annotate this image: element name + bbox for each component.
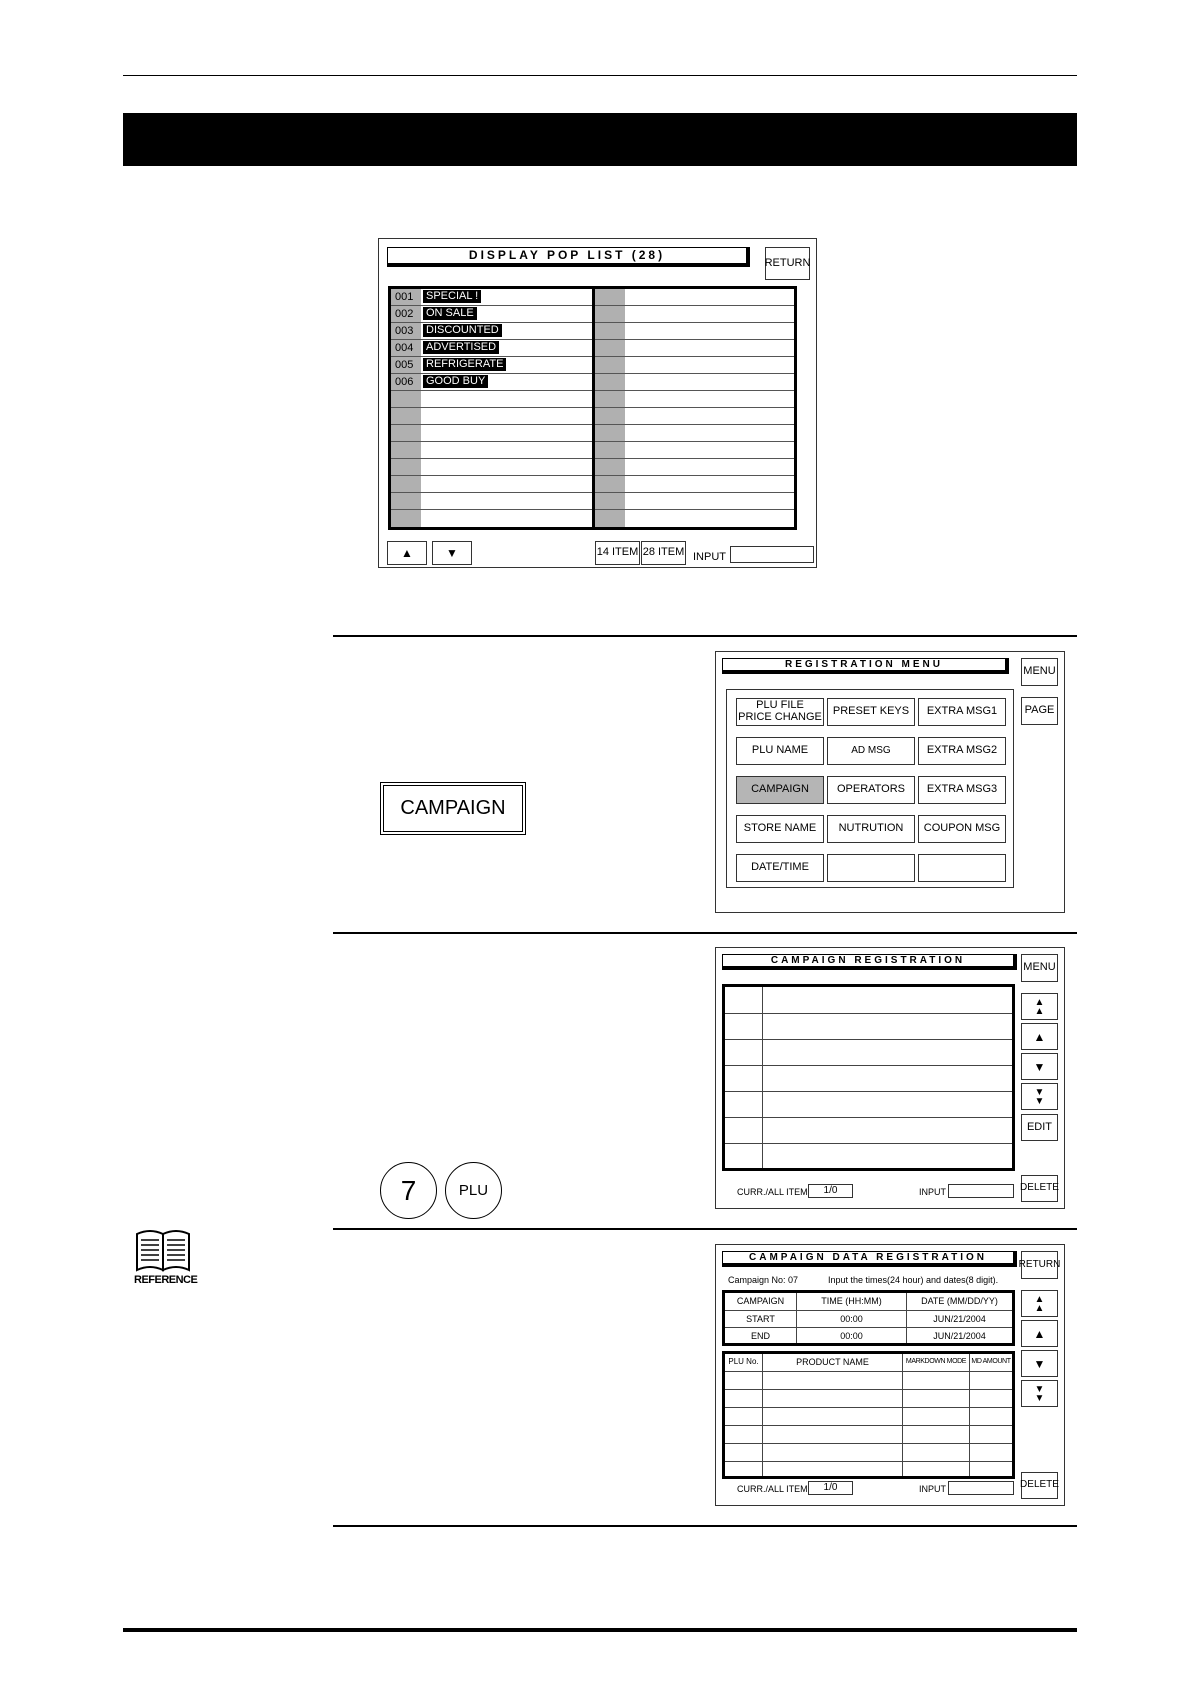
- list-item[interactable]: [391, 408, 592, 425]
- extra-msg2-button[interactable]: EXTRA MSG2: [918, 737, 1006, 765]
- list-item[interactable]: [595, 476, 794, 493]
- list-item[interactable]: [595, 289, 794, 306]
- campaign-registration-screen: [715, 947, 1065, 1209]
- campaign-registration-title: CAMPAIGN REGISTRATION: [722, 954, 1017, 970]
- pop-number: [595, 374, 625, 390]
- pop-list-title: DISPLAY POP LIST (28): [387, 247, 750, 267]
- reference-label: REFERENCE: [134, 1274, 198, 1286]
- list-item[interactable]: [595, 391, 794, 408]
- input-field[interactable]: [948, 1184, 1014, 1198]
- end-time[interactable]: 00:00: [840, 1331, 863, 1341]
- step-divider: [333, 635, 1077, 637]
- scroll-down-button[interactable]: ▼: [432, 541, 472, 565]
- nutrition-button[interactable]: NUTRUTION: [827, 815, 915, 843]
- pop-name: GOOD BUY: [423, 375, 488, 388]
- list-item[interactable]: [595, 425, 794, 442]
- pop-column-left: [391, 289, 595, 527]
- scroll-down-button[interactable]: ▼: [1021, 1053, 1058, 1080]
- pop-number: [391, 459, 421, 475]
- row-divider: [725, 1327, 1012, 1328]
- plu-file-price-change-button[interactable]: [736, 698, 824, 726]
- pop-number: 006: [391, 374, 421, 390]
- pop-number: [595, 323, 625, 339]
- row-divider: [725, 1389, 1012, 1390]
- end-date[interactable]: JUN/21/2004: [933, 1331, 986, 1341]
- plu-name-button[interactable]: PLU NAME: [736, 737, 824, 765]
- pop-name: ON SALE: [423, 307, 477, 320]
- plu-file-line1: PLU FILE: [756, 699, 804, 712]
- top-arrow-icon: ▲: [1034, 996, 1045, 1008]
- pop-number: [595, 425, 625, 441]
- campaign-time-table: [722, 1290, 1015, 1346]
- header-campaign: CAMPAIGN: [736, 1296, 785, 1306]
- step-divider: [333, 1228, 1077, 1230]
- return-button[interactable]: RETURN: [1021, 1251, 1058, 1279]
- input-field[interactable]: [948, 1481, 1014, 1495]
- pop-list-table: [388, 286, 797, 530]
- curr-all-field: 1/0: [808, 1481, 853, 1495]
- campaign-button[interactable]: CAMPAIGN: [736, 776, 824, 804]
- plu-file-line2: PRICE CHANGE: [738, 711, 822, 723]
- pop-number: 002: [391, 306, 421, 322]
- list-item[interactable]: [391, 340, 592, 357]
- row-divider: [725, 1091, 1012, 1092]
- step-divider: [333, 1525, 1077, 1527]
- pop-column-right: [595, 289, 794, 527]
- campaign-data-screen: [715, 1244, 1065, 1506]
- pop-number: [595, 289, 625, 305]
- pop-name: SPECIAL !: [423, 290, 481, 303]
- pop-number: [595, 459, 625, 475]
- pop-number: [595, 493, 625, 509]
- row-divider: [725, 1013, 1012, 1014]
- empty-menu-button[interactable]: [918, 854, 1006, 882]
- list-item[interactable]: [595, 340, 794, 357]
- column-divider: [902, 1354, 903, 1476]
- pop-number: [595, 357, 625, 373]
- top-arrow-icon: ▲: [1034, 1293, 1045, 1305]
- input-label: INPUT: [919, 1484, 946, 1494]
- pop-number: [391, 408, 421, 424]
- pop-number: 005: [391, 357, 421, 373]
- extra-msg1-button[interactable]: EXTRA MSG1: [918, 698, 1006, 726]
- header-markdown-mode: MARKDOWN MODE: [905, 1358, 967, 1365]
- scroll-up-button[interactable]: ▲: [1021, 1023, 1058, 1050]
- row-divider: [725, 1310, 1012, 1311]
- header-product-name: PRODUCT NAME: [796, 1357, 869, 1367]
- section-header-bar: [123, 113, 1077, 166]
- input-label: INPUT: [919, 1187, 946, 1197]
- key-plu-label: PLU: [458, 1182, 489, 1199]
- input-field[interactable]: [730, 546, 814, 563]
- page-top-button[interactable]: [1021, 993, 1058, 1020]
- row-divider: [725, 1371, 1012, 1372]
- pop-name: ADVERTISED: [423, 341, 499, 354]
- list-item[interactable]: [595, 510, 794, 527]
- bottom-rule: [123, 1628, 1077, 1632]
- instruction-text: Input the times(24 hour) and dates(8 digit).: [828, 1275, 999, 1285]
- top-arrow-icon: ▲: [1034, 1302, 1045, 1314]
- scroll-up-button[interactable]: ▲: [387, 541, 427, 565]
- row-divider: [725, 1143, 1012, 1144]
- start-label: START: [746, 1314, 775, 1324]
- scroll-down-button[interactable]: ▼: [1021, 1350, 1058, 1377]
- key-7-label: 7: [400, 1174, 417, 1206]
- plu-table: [722, 1351, 1015, 1479]
- store-name-button[interactable]: STORE NAME: [736, 815, 824, 843]
- list-item[interactable]: [391, 425, 592, 442]
- header-plu-no: PLU No.: [728, 1357, 759, 1366]
- registration-menu-screen: [715, 651, 1065, 913]
- ad-msg-button[interactable]: AD MSG: [827, 737, 915, 765]
- column-divider: [762, 1354, 763, 1476]
- curr-all-label: CURR./ALL ITEM: [737, 1484, 808, 1494]
- header-time: TIME (HH:MM): [821, 1296, 882, 1306]
- scroll-up-button[interactable]: ▲: [1021, 1320, 1058, 1347]
- operators-button[interactable]: OPERATORS: [827, 776, 915, 804]
- pop-list-screen: [378, 238, 817, 568]
- pop-number: [391, 442, 421, 458]
- menu-button[interactable]: MENU: [1021, 954, 1058, 982]
- top-arrow-icon: ▲: [1034, 1005, 1045, 1017]
- reference-book-icon: [133, 1228, 193, 1272]
- edit-button[interactable]: EDIT: [1021, 1114, 1058, 1141]
- list-item[interactable]: [391, 476, 592, 493]
- delete-button[interactable]: DELETE: [1021, 1175, 1058, 1202]
- row-divider: [725, 1039, 1012, 1040]
- empty-menu-button[interactable]: [827, 854, 915, 882]
- step-divider: [333, 932, 1077, 934]
- row-divider: [725, 1461, 1012, 1462]
- bottom-arrow-icon: ▼: [1034, 1095, 1045, 1107]
- page-top-button[interactable]: [1021, 1290, 1058, 1317]
- top-rule: [123, 75, 1077, 76]
- bottom-arrow-icon: ▼: [1034, 1392, 1045, 1404]
- header-date: DATE (MM/DD/YY): [921, 1296, 998, 1306]
- start-time[interactable]: 00:00: [840, 1314, 863, 1324]
- pop-number: [595, 476, 625, 492]
- input-label: INPUT: [693, 551, 726, 563]
- pop-number: 001: [391, 289, 421, 305]
- pop-name: REFRIGERATE: [423, 358, 506, 371]
- list-item[interactable]: [595, 323, 794, 340]
- list-item[interactable]: [595, 357, 794, 374]
- return-button[interactable]: RETURN: [765, 247, 810, 280]
- row-divider: [725, 1117, 1012, 1118]
- pop-number: [391, 476, 421, 492]
- list-item[interactable]: [391, 442, 592, 459]
- curr-all-field: 1/0: [808, 1184, 853, 1198]
- list-item[interactable]: [391, 391, 592, 408]
- date-time-button[interactable]: DATE/TIME: [736, 854, 824, 882]
- coupon-msg-button[interactable]: COUPON MSG: [918, 815, 1006, 843]
- pop-number: [595, 391, 625, 407]
- pop-number: [595, 442, 625, 458]
- page-button[interactable]: PAGE: [1021, 697, 1058, 725]
- extra-msg3-button[interactable]: EXTRA MSG3: [918, 776, 1006, 804]
- key-plu[interactable]: [445, 1162, 502, 1219]
- header-md-amount: MD AMOUNT: [971, 1358, 1011, 1365]
- campaign-key-label: CAMPAIGN: [383, 785, 523, 832]
- column-divider: [969, 1354, 970, 1476]
- list-item[interactable]: [391, 289, 592, 306]
- pop-number: [595, 340, 625, 356]
- row-divider: [725, 1425, 1012, 1426]
- end-label: END: [750, 1331, 770, 1341]
- 14-item-button[interactable]: 14 ITEM: [595, 541, 640, 565]
- curr-all-label: CURR./ALL ITEM: [737, 1187, 808, 1197]
- pop-number: [595, 510, 625, 527]
- list-item[interactable]: [595, 493, 794, 510]
- list-item[interactable]: [595, 408, 794, 425]
- pop-number: [595, 408, 625, 424]
- key-7[interactable]: [380, 1162, 437, 1219]
- list-item[interactable]: [391, 357, 592, 374]
- list-item[interactable]: [595, 374, 794, 391]
- page-bottom-button[interactable]: [1021, 1083, 1058, 1110]
- list-item[interactable]: [391, 493, 592, 510]
- bottom-arrow-icon: ▼: [1034, 1086, 1045, 1098]
- preset-keys-button[interactable]: PRESET KEYS: [827, 698, 915, 726]
- campaign-key[interactable]: [380, 782, 526, 835]
- row-divider: [725, 1407, 1012, 1408]
- registration-menu-title: REGISTRATION MENU: [722, 658, 1009, 674]
- bottom-arrow-icon: ▼: [1034, 1383, 1045, 1395]
- campaign-data-title: CAMPAIGN DATA REGISTRATION: [722, 1251, 1017, 1267]
- page-bottom-button[interactable]: [1021, 1380, 1058, 1407]
- pop-name: DISCOUNTED: [423, 324, 502, 337]
- menu-button[interactable]: MENU: [1021, 658, 1058, 686]
- list-item[interactable]: [595, 442, 794, 459]
- pop-number: [391, 391, 421, 407]
- campaign-list-table: [722, 984, 1015, 1171]
- list-item[interactable]: [595, 459, 794, 476]
- list-item[interactable]: [391, 374, 592, 391]
- delete-button[interactable]: DELETE: [1021, 1472, 1058, 1499]
- campaign-number: Campaign No: 07: [728, 1275, 799, 1285]
- column-divider: [762, 987, 763, 1168]
- list-item[interactable]: [391, 306, 592, 323]
- pop-number: 004: [391, 340, 421, 356]
- pop-number: [595, 306, 625, 322]
- start-date[interactable]: JUN/21/2004: [933, 1314, 986, 1324]
- list-item[interactable]: [595, 306, 794, 323]
- pop-number: [391, 510, 421, 527]
- list-item[interactable]: [391, 323, 592, 340]
- 28-item-button[interactable]: 28 ITEM: [641, 541, 686, 565]
- row-divider: [725, 1443, 1012, 1444]
- pop-number: 003: [391, 323, 421, 339]
- row-divider: [725, 1065, 1012, 1066]
- list-item[interactable]: [391, 510, 592, 527]
- list-item[interactable]: [391, 459, 592, 476]
- pop-number: [391, 425, 421, 441]
- pop-number: [391, 493, 421, 509]
